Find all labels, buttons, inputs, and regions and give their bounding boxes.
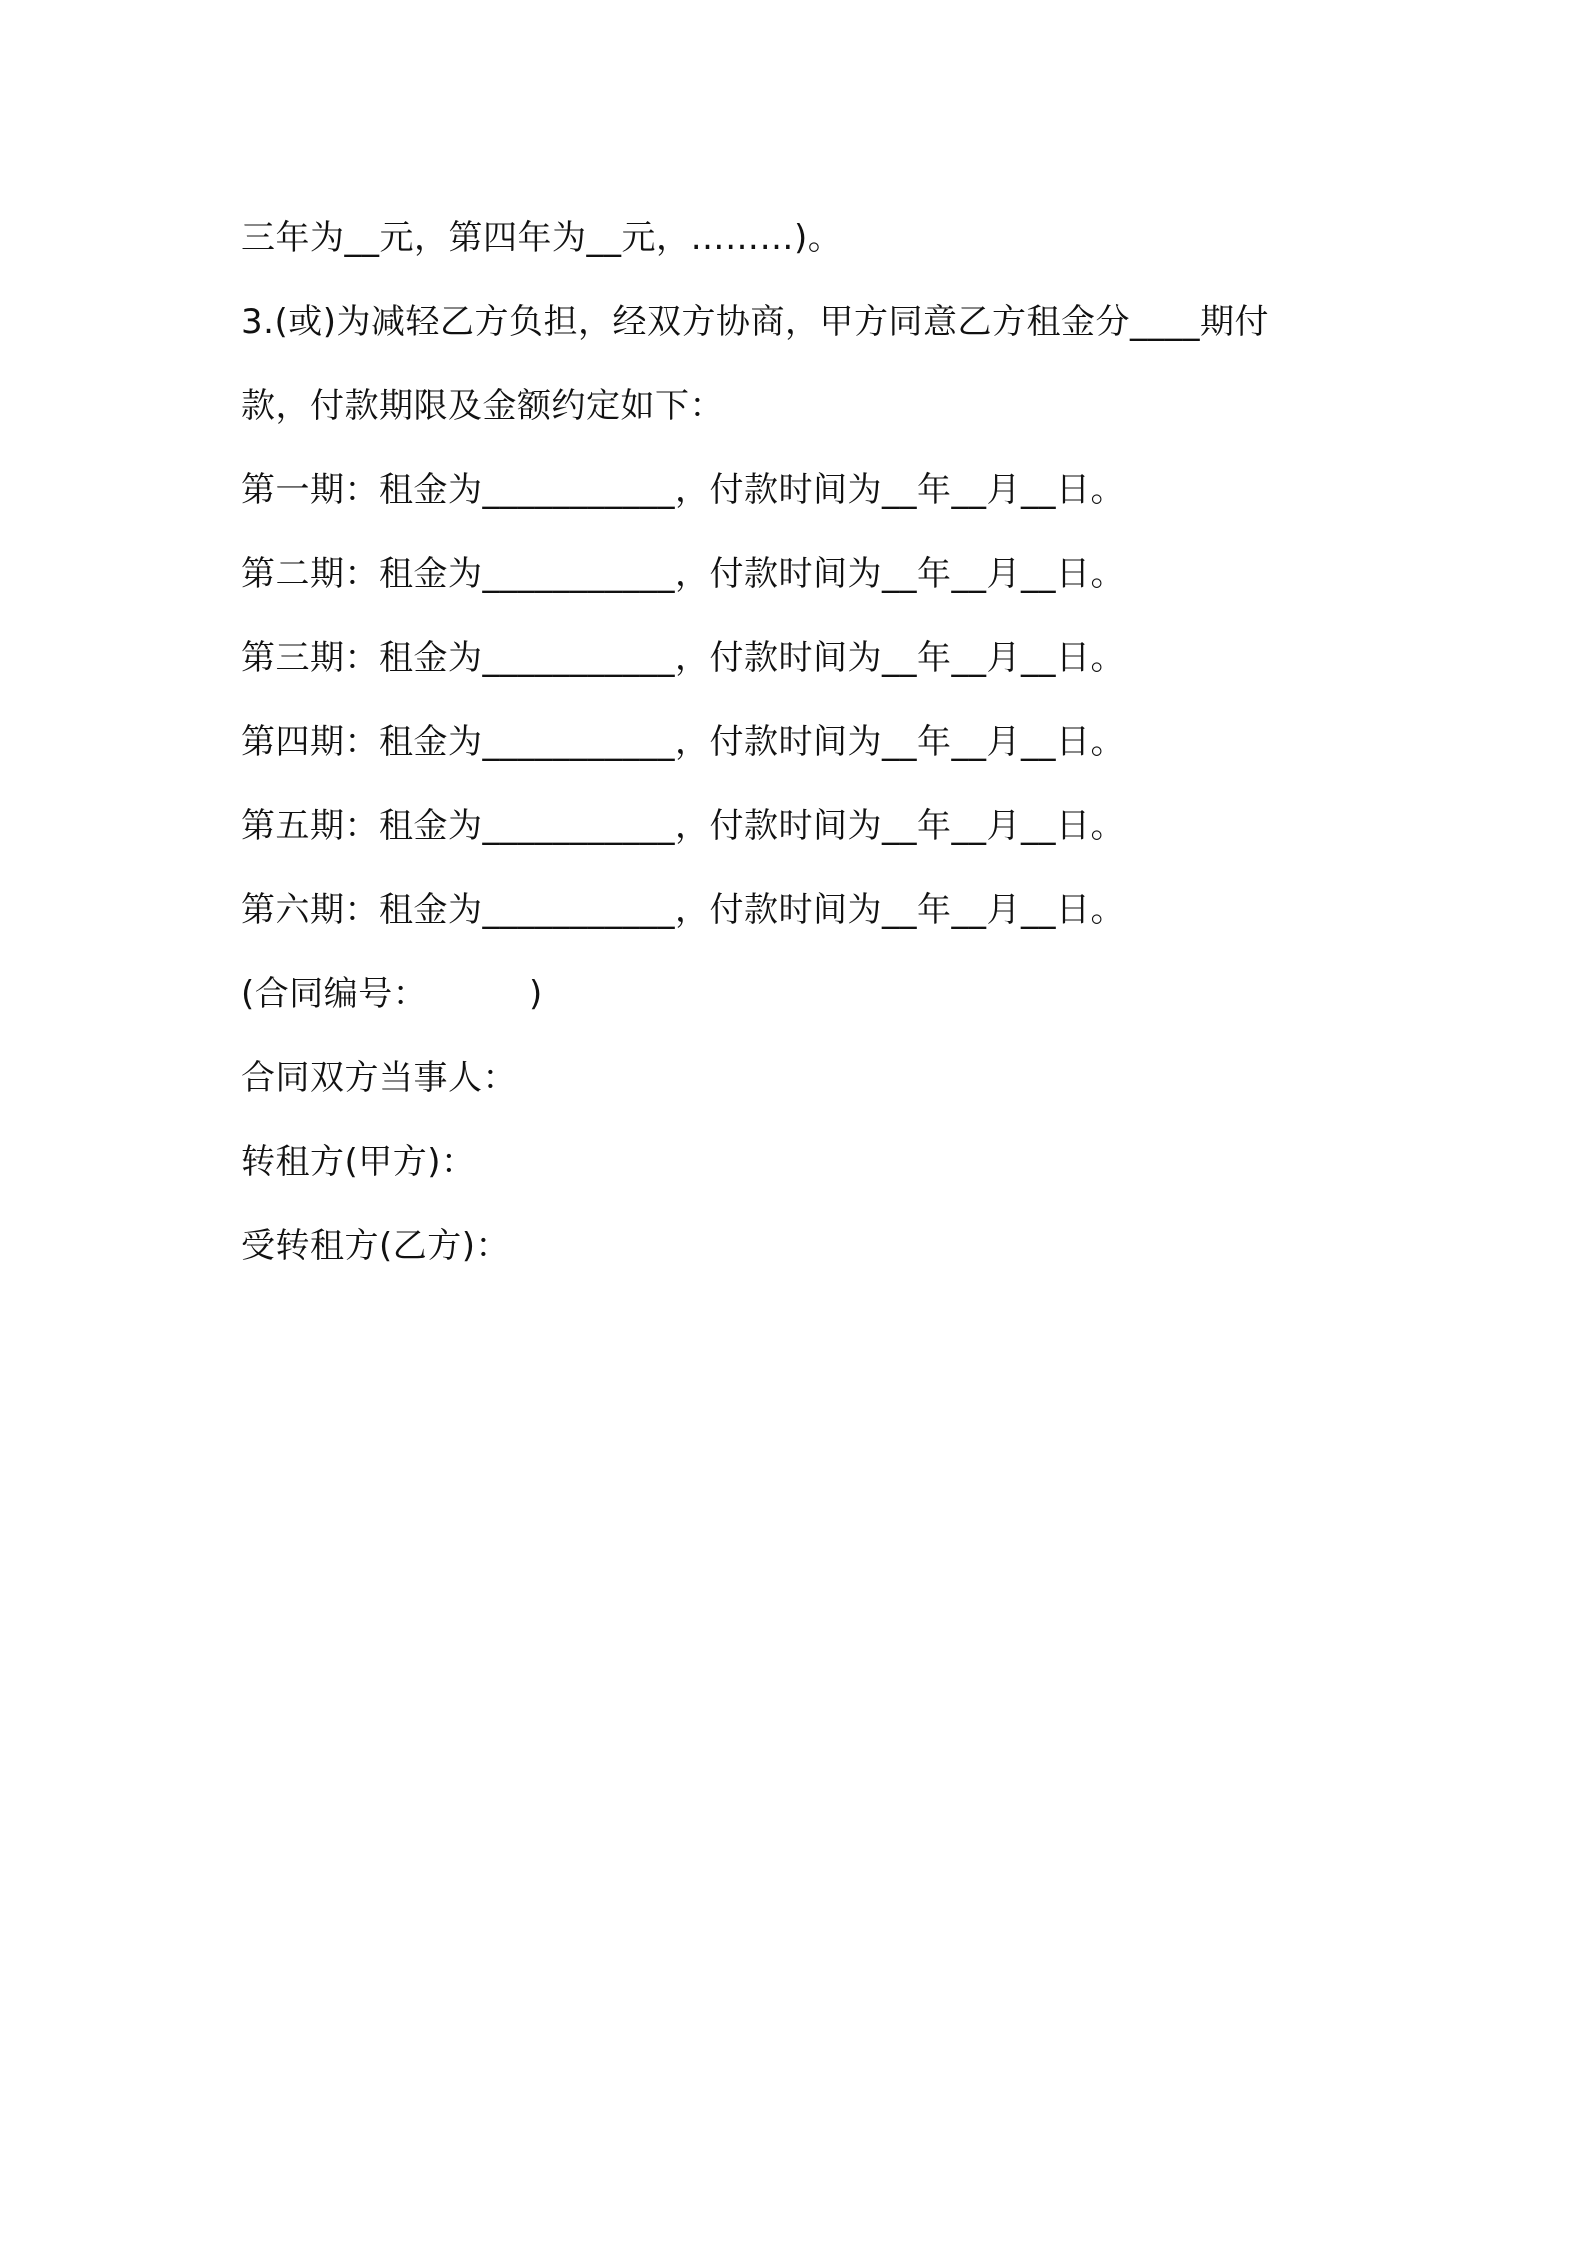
text-line-clause-3-cont: 款，付款期限及金额约定如下： [241, 386, 724, 426]
text-line-clause-3: 3.(或)为减轻乙方负担，经双方协商，甲方同意乙方租金分____期付 [241, 302, 1269, 342]
contract-number-line: (合同编号： ) [241, 974, 543, 1014]
text-line-rent-continuation: 三年为__元，第四年为__元，………)。 [241, 218, 843, 258]
text-line-installment-3: 第三期：租金为___________，付款时间为__年__月__日。 [241, 638, 1125, 678]
text-line-installment-1: 第一期：租金为___________，付款时间为__年__月__日。 [241, 470, 1125, 510]
parties-heading: 合同双方当事人： [241, 1058, 517, 1098]
party-b-line: 受转租方(乙方)： [241, 1226, 511, 1266]
text-line-installment-2: 第二期：租金为___________，付款时间为__年__月__日。 [241, 554, 1125, 594]
text-line-installment-6: 第六期：租金为___________，付款时间为__年__月__日。 [241, 890, 1125, 930]
text-line-installment-4: 第四期：租金为___________，付款时间为__年__月__日。 [241, 722, 1125, 762]
text-line-installment-5: 第五期：租金为___________，付款时间为__年__月__日。 [241, 806, 1125, 846]
party-a-line: 转租方(甲方)： [241, 1142, 476, 1182]
document-body [241, 196, 1361, 1288]
